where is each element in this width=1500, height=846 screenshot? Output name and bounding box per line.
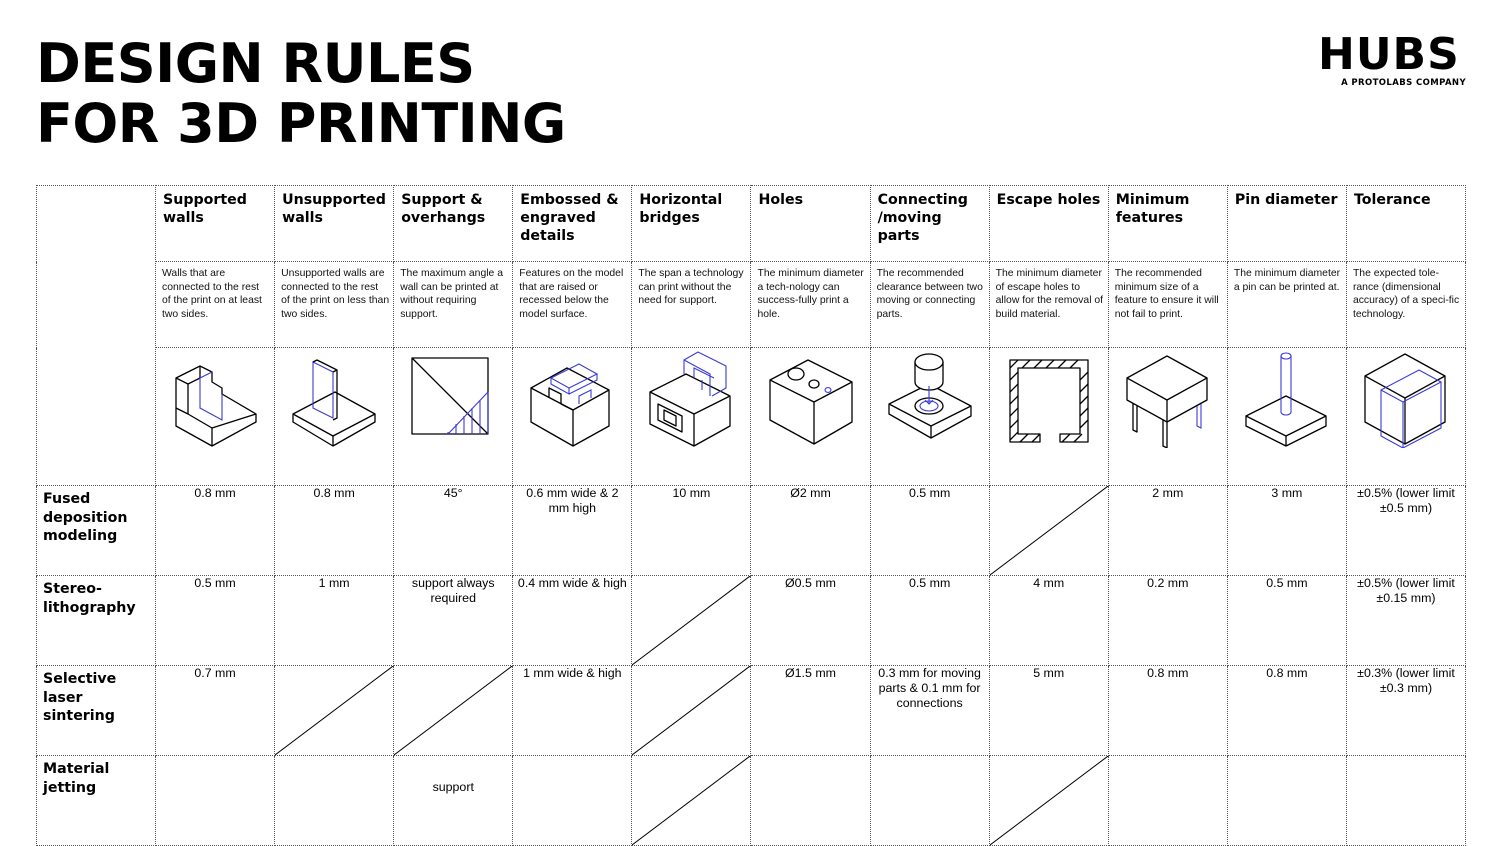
table-cell: [1227, 262, 1346, 348]
table-cell: [1346, 666, 1465, 756]
col-description: Features on the model that are raised or recessed below the model surface.: [519, 268, 624, 320]
table-cell: [1108, 262, 1227, 348]
col-header: [275, 186, 394, 262]
value-cell: ±0.3% (lower limit ±0.3 mm): [1357, 666, 1455, 696]
table-cell: [1227, 576, 1346, 666]
not-applicable-cell: [275, 666, 394, 756]
value-cell: 1 mm wide & high: [523, 666, 622, 680]
table-cell: [1346, 486, 1465, 576]
embossed-details-icon: [513, 348, 632, 486]
col-header-text: Minimum features: [1115, 192, 1190, 226]
table-cell: [1227, 486, 1346, 576]
table-cell: [870, 666, 989, 756]
value-cell: 0.6 mm wide & 2 mm high: [526, 486, 619, 516]
table-cell: [751, 486, 870, 576]
value-cell: 0.4 mm wide & high: [517, 576, 627, 590]
table-cell: [1108, 666, 1227, 756]
col-description: The span a technology can print without the need for support.: [638, 268, 744, 307]
table-cell: [1346, 262, 1465, 348]
table-cell: [870, 756, 989, 846]
table-cell: [632, 486, 751, 576]
table-cell: [156, 576, 275, 666]
table-cell: [870, 262, 989, 348]
table-cell: [275, 486, 394, 576]
col-header: [1227, 186, 1346, 262]
design-rules-table: [36, 185, 1466, 846]
col-header: [632, 186, 751, 262]
table-cell: [156, 262, 275, 348]
col-header-text: Connecting /moving parts: [877, 192, 968, 244]
value-cell: 0.8 mm: [1266, 666, 1308, 680]
table-cell: [513, 666, 632, 756]
table-cell: [37, 756, 156, 846]
col-description: Unsupported walls are connected to the rest of the print on less than two sides.: [281, 268, 390, 320]
table-cell: [37, 666, 156, 756]
table-cell: [513, 576, 632, 666]
table-cell: [989, 262, 1108, 348]
table-cell: [394, 756, 513, 846]
description-row: [37, 262, 1466, 348]
table-cell: [1108, 576, 1227, 666]
table-cell: [989, 576, 1108, 666]
value-cell: 2 mm: [1152, 486, 1184, 500]
col-header: [156, 186, 275, 262]
col-description: Walls that are connected to the rest of the print on at least two sides.: [162, 268, 262, 320]
col-header-text: Unsupported walls: [282, 192, 386, 226]
table-cell: [989, 666, 1108, 756]
value-cell: 0.7 mm: [194, 666, 236, 680]
table-cell: [275, 576, 394, 666]
table-cell: [37, 486, 156, 576]
value-cell: 0.5 mm: [1266, 576, 1308, 590]
table-cell: [870, 486, 989, 576]
col-header: [1108, 186, 1227, 262]
col-header-text: Supported walls: [163, 192, 247, 226]
not-applicable-cell: [632, 576, 751, 666]
row-label: Selective laser sintering: [43, 671, 117, 724]
value-cell: 3 mm: [1271, 486, 1303, 500]
row-label: Fused deposition modeling: [43, 491, 128, 544]
not-applicable-cell: [632, 756, 751, 846]
col-header: [751, 186, 870, 262]
technology-row: [37, 576, 1466, 666]
technology-row: [37, 756, 1466, 846]
logo-tagline: A PROTOLABS COMPANY: [1341, 78, 1466, 88]
col-header-text: Embossed & engraved details: [520, 192, 619, 244]
hubs-logo: [1318, 29, 1466, 88]
value-cell: 4 mm: [1033, 576, 1065, 590]
corner-cell: [37, 186, 156, 486]
value-cell: 10 mm: [672, 486, 711, 500]
table-cell: [513, 756, 632, 846]
table-cell: [751, 576, 870, 666]
value-cell: 1 mm: [318, 576, 350, 590]
escape-holes-icon: [989, 348, 1108, 486]
not-applicable-cell: [632, 666, 751, 756]
col-description: The minimum diameter of escape holes to allow for the removal of build material.: [995, 268, 1104, 320]
table-cell: [1346, 576, 1465, 666]
col-header-text: Escape holes: [996, 192, 1101, 208]
unsupported-wall-icon: [275, 348, 394, 486]
col-description: The expected tole-rance (dimensional accuracy) of a speci-fic technology.: [1352, 268, 1460, 320]
not-applicable-cell: [989, 756, 1108, 846]
col-header-text: Horizontal bridges: [639, 192, 723, 226]
col-header-text: Support & overhangs: [401, 192, 486, 226]
col-description: The maximum angle a wall can be printed at without requiring support.: [400, 268, 503, 320]
table-cell: [1108, 756, 1227, 846]
table-cell: [37, 576, 156, 666]
value-cell: 0.8 mm: [313, 486, 355, 500]
value-cell: support: [432, 780, 474, 794]
technology-row: [37, 666, 1466, 756]
table-cell: [870, 576, 989, 666]
col-header: [513, 186, 632, 262]
table-cell: [394, 486, 513, 576]
minimum-features-icon: [1108, 348, 1227, 486]
value-cell: Ø0.5 mm: [785, 576, 836, 590]
value-cell: 5 mm: [1033, 666, 1065, 680]
table-cell: [156, 486, 275, 576]
table-cell: [394, 576, 513, 666]
pin-icon: [1227, 348, 1346, 486]
value-cell: Ø1.5 mm: [785, 666, 836, 680]
title-line-2: FOR 3D PRINTING: [36, 92, 566, 155]
table-cell: [1346, 756, 1465, 846]
table-cell: [275, 756, 394, 846]
col-description: The minimum diameter a tech-nology can success-fully print a hole.: [757, 268, 864, 320]
not-applicable-cell: [394, 666, 513, 756]
title-line-1: DESIGN RULES: [36, 32, 475, 95]
table-cell: [751, 666, 870, 756]
value-cell: ±0.5% (lower limit ±0.5 mm): [1357, 486, 1455, 516]
table-cell: [632, 262, 751, 348]
table-cell: [513, 262, 632, 348]
not-applicable-cell: [989, 486, 1108, 576]
table-cell: [1227, 666, 1346, 756]
value-cell: 45°: [443, 486, 463, 500]
value-cell: ±0.5% (lower limit ±0.15 mm): [1357, 576, 1455, 606]
col-description: The minimum diameter a pin can be printed at.: [1233, 268, 1341, 293]
table-cell: [1108, 486, 1227, 576]
holes-icon: [751, 348, 870, 486]
header-row: [37, 186, 1466, 262]
table-cell: [513, 486, 632, 576]
col-header: [394, 186, 513, 262]
tolerance-icon: [1346, 348, 1465, 486]
col-header: [989, 186, 1108, 262]
table-cell: [751, 262, 870, 348]
value-cell: support always required: [411, 576, 495, 606]
table-cell: [275, 262, 394, 348]
moving-parts-icon: [870, 348, 989, 486]
table-cell: [156, 756, 275, 846]
value-cell: 0.5 mm: [908, 486, 951, 500]
value-cell: 0.8 mm: [1147, 666, 1189, 680]
value-cell: 0.3 mm for moving parts & 0.1 mm for connections: [878, 666, 981, 711]
col-description: The recommended clearance between two moving or connecting parts.: [876, 268, 983, 320]
col-header-text: Tolerance: [1353, 192, 1431, 208]
value-cell: 0.2 mm: [1147, 576, 1189, 590]
row-label: Stereo-lithography: [43, 581, 136, 616]
col-header: [1346, 186, 1465, 262]
table-cell: [394, 262, 513, 348]
logo-wordmark: HUBS: [1318, 29, 1460, 80]
value-cell: 0.5 mm: [194, 576, 236, 590]
overhang-icon: [394, 348, 513, 486]
col-description: The recommended minimum size of a feature to ensure it will not fail to print.: [1114, 268, 1219, 320]
page-title: [36, 34, 566, 154]
col-header-text: Pin diameter: [1234, 192, 1338, 208]
row-label: Material jetting: [43, 761, 110, 796]
value-cell: 0.8 mm: [194, 486, 236, 500]
value-cell: 0.5 mm: [908, 576, 951, 590]
value-cell: Ø2 mm: [790, 486, 831, 500]
table-cell: [156, 666, 275, 756]
table-cell: [1227, 756, 1346, 846]
illustration-row: [37, 348, 1466, 486]
col-header: [870, 186, 989, 262]
bridge-icon: [632, 348, 751, 486]
technology-row: [37, 486, 1466, 576]
col-header-text: Holes: [758, 192, 804, 208]
supported-wall-icon: [156, 348, 275, 486]
table-cell: [751, 756, 870, 846]
